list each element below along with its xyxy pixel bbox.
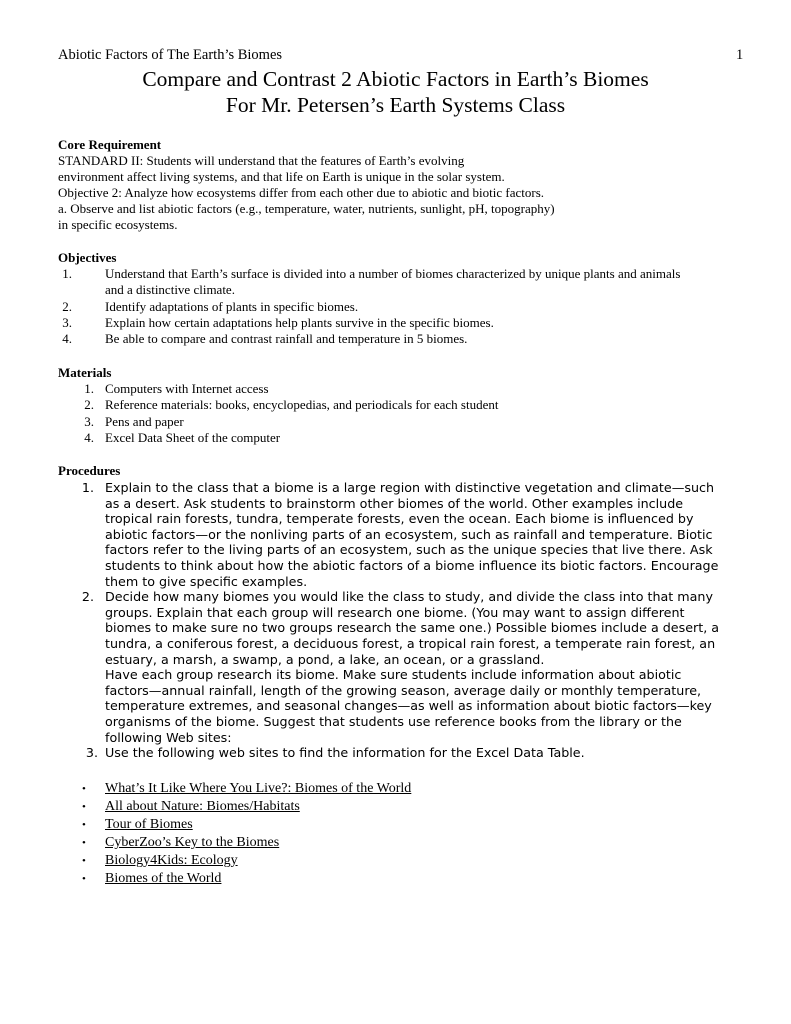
link-biomes-of-the-world-where-you-live[interactable]: What’s It Like Where You Live?: Biomes of the World <box>105 781 412 796</box>
procedures-heading: Procedures <box>58 463 121 478</box>
bullet-icon: • <box>82 873 86 885</box>
page-title: Compare and Contrast 2 Abiotic Factors in Earth’s Biomes <box>142 67 649 91</box>
bullet-icon: • <box>82 783 86 795</box>
core-requirement-section <box>58 137 555 233</box>
procedure-line: tropical rain forests, tundra, temperate forests, even the ocean. Each biome is influenced by <box>105 511 694 527</box>
procedure-line: Decide how many biomes you would like the class to study, and divide the class into that many <box>105 589 713 605</box>
objectives-heading-wrap <box>58 250 116 266</box>
procedure-line: abiotic factors—or the nonliving parts of an ecosystem, such as rainfall and temperature. Biotic <box>105 526 713 542</box>
procedure-line: tundra, a coniferous forest, a deciduous forest, a tropical rain forest, a temperate rain forest, an <box>105 635 716 651</box>
material-number: 2. <box>84 397 94 413</box>
material-number: 4. <box>84 429 94 445</box>
bullet-icon: • <box>82 819 86 831</box>
procedures-list <box>58 480 719 761</box>
bullet-icon: • <box>82 801 86 813</box>
objective-number: 3. <box>62 314 72 330</box>
procedure-line: following Web sites: <box>105 729 232 745</box>
procedure-line: as a desert. Ask students to brainstorm other biomes of the world. Other examples include <box>105 495 684 511</box>
procedure-number: 1. <box>81 480 94 495</box>
page-number: 1 <box>736 47 744 63</box>
objectives-heading: Objectives <box>58 250 117 265</box>
objective-line: Understand that Earth’s surface is divided into a number of biomes characterized by unique plants and animals <box>105 266 681 281</box>
core-line: environment affect living systems, and that life on Earth is unique in the solar system. <box>58 169 505 184</box>
procedure-text <box>105 745 719 761</box>
objective-number: 4. <box>62 331 72 347</box>
link-biology4kids[interactable]: Biology4Kids: Ecology <box>105 853 238 868</box>
procedure-line: factors refer to the living parts of an ecosystem, such as the unique species that live there. Ask <box>105 542 713 558</box>
objective-text <box>105 266 680 299</box>
procedure-number: 2. <box>81 589 94 605</box>
list-item <box>58 589 719 745</box>
procedure-line: groups. Explain that each group will research one biome. (You may want to assign different <box>105 604 685 620</box>
link-tour-of-biomes[interactable]: Tour of Biomes <box>105 817 193 832</box>
procedure-line: biomes to make sure no two groups research the same one.) Possible biomes include a desert, a <box>105 620 720 636</box>
objective-number: 1. <box>62 266 72 281</box>
objective-number: 2. <box>62 298 72 314</box>
material-text: Excel Data Sheet of the computer <box>105 429 281 445</box>
objective-line: Identify adaptations of plants in specific biomes. <box>105 298 359 314</box>
material-text: Reference materials: books, encyclopedias, and periodicals for each student <box>105 397 499 413</box>
core-line: in specific ecosystems. <box>58 217 178 232</box>
link-cyberzoo[interactable]: CyberZoo’s Key to the Biomes <box>105 835 280 850</box>
procedures-heading-wrap <box>58 463 120 479</box>
core-requirement-heading: Core Requirement <box>58 137 162 152</box>
page-subtitle: For Mr. Petersen’s Earth Systems Class <box>225 93 566 117</box>
list-item <box>58 480 719 589</box>
running-header: Abiotic Factors of The Earth’s Biomes <box>58 47 283 63</box>
procedure-line: factors—annual rainfall, length of the growing season, average daily or monthly temperature, <box>105 682 702 698</box>
core-line: STANDARD II: Students will understand that the features of Earth’s evolving <box>58 153 465 168</box>
objective-line: and a distinctive climate. <box>105 282 235 298</box>
procedure-number: 3. <box>85 745 98 761</box>
materials-heading: Materials <box>58 365 112 380</box>
procedure-line: them to give specific examples. <box>105 573 308 589</box>
procedure-text <box>105 589 719 745</box>
materials-heading-wrap <box>58 365 111 381</box>
procedure-line: estuary, a marsh, a swamp, a pond, a lake, an ocean, or a grassland. <box>105 651 545 667</box>
material-number: 3. <box>84 413 94 429</box>
link-all-about-nature[interactable]: All about Nature: Biomes/Habitats <box>105 799 300 814</box>
core-line: a. Observe and list abiotic factors (e.g., temperature, water, nutrients, sunlight, pH, topography) <box>58 201 555 216</box>
procedure-line: Explain to the class that a biome is a large region with distinctive vegetation and climate—such <box>105 480 715 495</box>
bullet-icon: • <box>82 837 86 849</box>
material-text: Pens and paper <box>105 413 184 429</box>
objective-line: Explain how certain adaptations help plants survive in the specific biomes. <box>105 314 494 330</box>
list-item <box>58 745 719 761</box>
link-biomes-of-the-world[interactable]: Biomes of the World <box>105 871 222 886</box>
procedure-line: temperature extremes, and seasonal changes—as well as information about biotic factors—key <box>105 698 712 714</box>
objective-line: Be able to compare and contrast rainfall and temperature in 5 biomes. <box>105 331 468 347</box>
procedure-line: organisms of the biome. Suggest that students use reference books from the library or the <box>105 713 682 729</box>
bullet-icon: • <box>82 855 86 867</box>
procedure-line: Have each group research its biome. Make sure students include information about abiotic <box>105 667 682 683</box>
procedure-line: students to think about how the abiotic factors of a biome influence its biotic factors. Encourage <box>105 557 719 573</box>
procedure-text <box>105 480 719 589</box>
core-line: Objective 2: Analyze how ecosystems differ from each other due to abiotic and biotic factors. <box>58 185 545 200</box>
material-number: 1. <box>84 381 94 396</box>
procedure-line: Use the following web sites to find the information for the Excel Data Table. <box>105 745 585 761</box>
material-text: Computers with Internet access <box>105 381 269 396</box>
